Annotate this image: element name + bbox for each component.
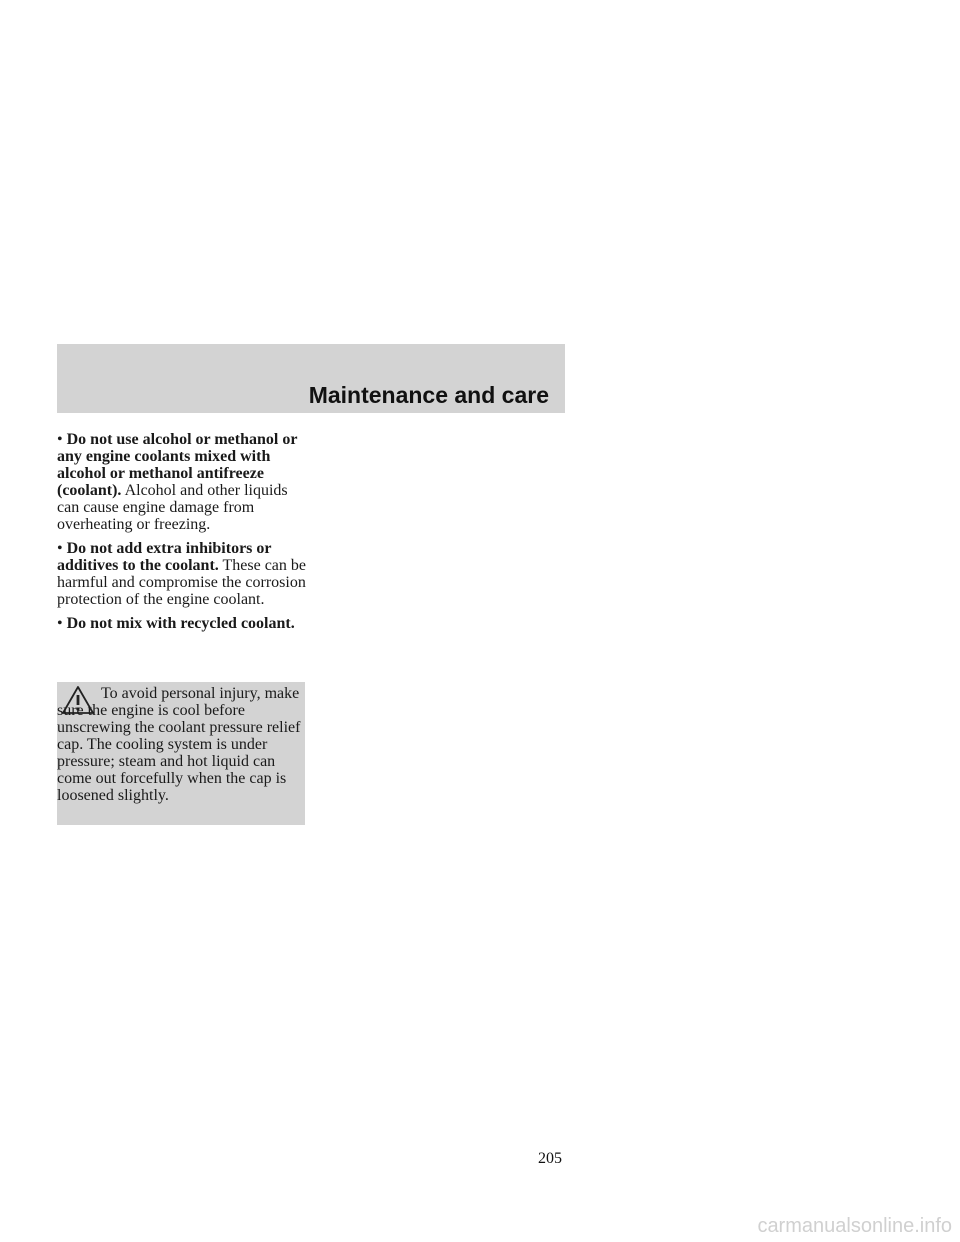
bullet-item	[57, 615, 309, 632]
content-column	[57, 431, 309, 639]
bullet-symbol: •	[57, 615, 63, 632]
bullet-item	[57, 540, 309, 608]
page-number: 205	[538, 1150, 562, 1167]
section-header-bar	[57, 344, 565, 413]
watermark: carmanualsonline.info	[757, 1215, 952, 1237]
warning-box	[57, 682, 305, 825]
bullet-body-text: These can be harmful and compromise the corrosion protection of the engine coolant.	[57, 557, 307, 608]
bullet-symbol: •	[57, 540, 63, 557]
bullet-bold-text: Do not use alcohol or methanol or any engine coolants mixed with alcohol or methanol antifreeze (coolant).	[57, 431, 298, 499]
bullet-bold-text: Do not mix with recycled coolant.	[66, 615, 295, 632]
section-title: Maintenance and care	[308, 382, 549, 408]
warning-text: To avoid personal injury, make sure the engine is cool before unscrewing the coolant pressure relief cap. The cooling system is under pressure; steam and hot liquid can come out forcefully when the cap is loosened slightly.	[57, 685, 301, 804]
bullet-body-text: Alcohol and other liquids can cause engine damage from overheating or freezing.	[57, 482, 288, 533]
bullet-bold-text: Do not add extra inhibitors or additives to the coolant.	[57, 540, 272, 574]
bullet-symbol: •	[57, 431, 63, 448]
bullet-item	[57, 431, 309, 533]
